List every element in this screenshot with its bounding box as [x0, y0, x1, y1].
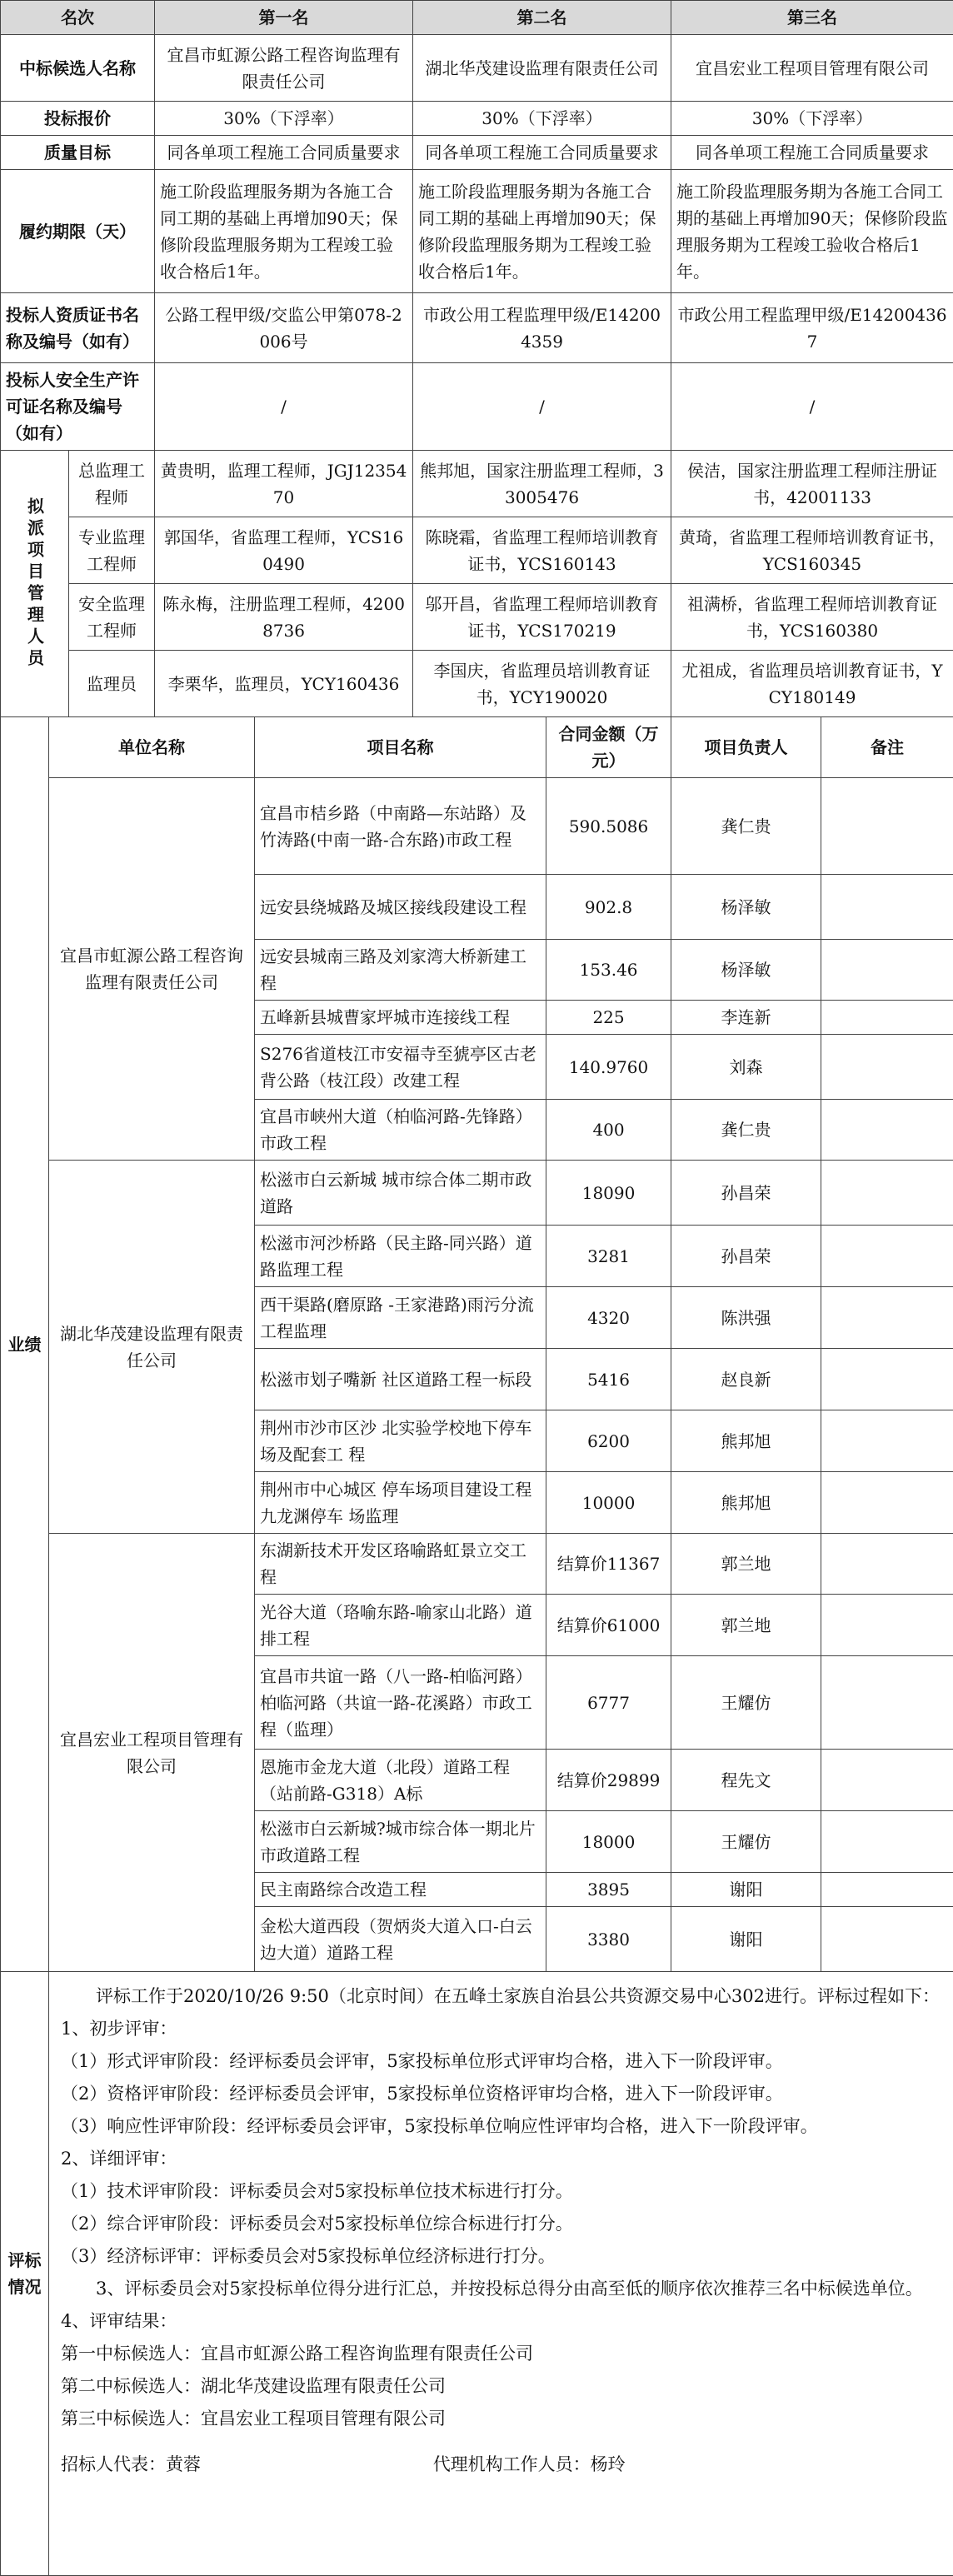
table-row	[1, 1534, 953, 1595]
signature-line	[61, 2449, 941, 2481]
project-note	[821, 1035, 953, 1100]
project-amount: 结算价29899	[546, 1750, 671, 1811]
personnel-value: 郭国华，省监理工程师，YCS160490	[155, 517, 413, 584]
table-row	[1, 778, 953, 875]
project-manager: 刘森	[671, 1035, 821, 1100]
project-note	[821, 940, 953, 1001]
project-note	[821, 1001, 953, 1035]
project-name: S276省道枝江市安福寺至猇亭区古老背公路（枝江段）改建工程	[255, 1035, 546, 1100]
winner-name-row	[1, 35, 953, 102]
project-name: 松滋市划子嘴新 社区道路工程一标段	[255, 1349, 546, 1410]
safety-license-3: /	[671, 363, 953, 451]
quality-3: 同各单项工程施工合同质量要求	[671, 136, 953, 170]
project-name: 东湖新技术开发区珞喻路虹景立交工程	[255, 1534, 546, 1595]
project-name: 恩施市金龙大道（北段）道路工程（站前路-G318）A标	[255, 1750, 546, 1811]
project-note	[821, 1349, 953, 1410]
header-second: 第二名	[413, 1, 671, 35]
project-manager: 郭兰地	[671, 1534, 821, 1595]
qualification-1: 公路工程甲级/交监公甲第078-2006号	[155, 293, 413, 363]
project-note	[821, 1100, 953, 1161]
personnel-row	[1, 651, 953, 717]
project-amount: 4320	[546, 1287, 671, 1349]
quality-2: 同各单项工程施工合同质量要求	[413, 136, 671, 170]
period-label: 履约期限（天）	[1, 170, 155, 293]
project-name: 宜昌市峡州大道（柏临河路-先锋路）市政工程	[255, 1100, 546, 1161]
evaluation-line: 1、初步评审：	[61, 2019, 177, 2039]
safety-license-2: /	[413, 363, 671, 451]
personnel-row	[1, 451, 953, 517]
signature-tenderer: 招标人代表：黄蓉	[61, 2454, 201, 2474]
project-amount: 153.46	[546, 940, 671, 1001]
qualification-row	[1, 293, 953, 363]
period-2: 施工阶段监理服务期为各施工合同工期的基础上再增加90天；保修阶段监理服务期为工程竣工验收合格后1年。	[413, 170, 671, 293]
project-amount: 3281	[546, 1226, 671, 1287]
project-amount: 225	[546, 1001, 671, 1035]
qualification-2: 市政公用工程监理甲级/E142004359	[413, 293, 671, 363]
project-note	[821, 1161, 953, 1226]
evaluation-line: （1）技术评审阶段：评标委员会对5家投标单位技术标进行打分。	[61, 2181, 573, 2201]
performance-unit: 宜昌宏业工程项目管理有限公司	[49, 1534, 255, 1972]
winner-name-label: 中标候选人名称	[1, 35, 155, 102]
project-amount: 结算价11367	[546, 1534, 671, 1595]
project-manager: 郭兰地	[671, 1595, 821, 1656]
project-name: 光谷大道（珞喻东路-喻家山北路）道排工程	[255, 1595, 546, 1656]
project-manager: 陈洪强	[671, 1287, 821, 1349]
evaluation-intro: 评标工作于2020/10/26 9:50（北京时间）在五峰土家族自治县公共资源交易中心302进行。评标过程如下：	[96, 1986, 940, 2006]
evaluation-line: （3）经济标评审：评标委员会对5家投标单位经济标进行打分。	[61, 2246, 556, 2266]
project-note	[821, 1472, 953, 1534]
project-name: 远安县绕城路及城区接线段建设工程	[255, 875, 546, 940]
project-amount: 6777	[546, 1656, 671, 1750]
personnel-value: 李国庆，省监理员培训教育证书，YCY190020	[413, 651, 671, 717]
evaluation-row	[1, 1972, 953, 2576]
project-manager: 熊邦旭	[671, 1472, 821, 1534]
bid-price-3: 30%（下浮率）	[671, 102, 953, 136]
project-name: 远安县城南三路及刘家湾大桥新建工程	[255, 940, 546, 1001]
personnel-role: 总监理工程师	[69, 451, 155, 517]
personnel-value: 李栗华，监理员，YCY160436	[155, 651, 413, 717]
period-3: 施工阶段监理服务期为各施工合同工期的基础上再增加90天；保修阶段监理服务期为工程竣工验收合格后1年。	[671, 170, 953, 293]
project-amount: 902.8	[546, 875, 671, 940]
project-note	[821, 1656, 953, 1750]
performance-label: 业绩	[1, 717, 49, 1972]
project-manager: 杨泽敏	[671, 940, 821, 1001]
project-manager: 孙昌荣	[671, 1226, 821, 1287]
quality-1: 同各单项工程施工合同质量要求	[155, 136, 413, 170]
bid-price-1: 30%（下浮率）	[155, 102, 413, 136]
evaluation-line: 3、评标委员会对5家投标单位得分进行汇总，并按投标总得分由高至低的顺序依次推荐三名中标候选单位。	[96, 2279, 923, 2299]
project-manager: 王耀仿	[671, 1656, 821, 1750]
personnel-row	[1, 517, 953, 584]
bid-price-row	[1, 102, 953, 136]
project-note	[821, 1907, 953, 1972]
project-manager: 龚仁贵	[671, 1100, 821, 1161]
performance-col-project: 项目名称	[255, 717, 546, 778]
personnel-value: 黄贵明，监理工程师，JGJ1235470	[155, 451, 413, 517]
project-name: 荆州市沙市区沙 北实验学校地下停车场及配套工 程	[255, 1410, 546, 1472]
personnel-role: 安全监理工程师	[69, 584, 155, 651]
evaluation-line: （2）资格评审阶段：经评标委员会评审，5家投标单位资格评审均合格，进入下一阶段评审。	[61, 2084, 783, 2104]
project-manager: 熊邦旭	[671, 1410, 821, 1472]
personnel-role: 专业监理工程师	[69, 517, 155, 584]
personnel-row	[1, 584, 953, 651]
performance-header-row	[1, 717, 953, 778]
personnel-role: 监理员	[69, 651, 155, 717]
project-name: 宜昌市桔乡路（中南路—东站路）及竹涛路(中南一路-合东路)市政工程	[255, 778, 546, 875]
project-name: 宜昌市共谊一路（八一路-柏临河路）柏临河路（共谊一路-花溪路）市政工程（监理）	[255, 1656, 546, 1750]
project-name: 荆州市中心城区 停车场项目建设工程九龙渊停车 场监理	[255, 1472, 546, 1534]
project-amount: 400	[546, 1100, 671, 1161]
performance-col-manager: 项目负责人	[671, 717, 821, 778]
project-note	[821, 1226, 953, 1287]
project-note	[821, 1873, 953, 1907]
personnel-label: 拟派项目管理人员	[1, 451, 69, 717]
evaluation-line: （1）形式评审阶段：经评标委员会评审，5家投标单位形式评审均合格，进入下一阶段评审。	[61, 2051, 783, 2071]
project-note	[821, 1410, 953, 1472]
project-amount: 140.9760	[546, 1035, 671, 1100]
project-manager: 李连新	[671, 1001, 821, 1035]
project-note	[821, 1750, 953, 1811]
performance-col-amount: 合同金额（万元）	[546, 717, 671, 778]
qualification-3: 市政公用工程监理甲级/E142004367	[671, 293, 953, 363]
project-manager: 杨泽敏	[671, 875, 821, 940]
qualification-label: 投标人资质证书名称及编号（如有）	[1, 293, 155, 363]
personnel-value: 邬开昌，省监理工程师培训教育证书，YCS170219	[413, 584, 671, 651]
evaluation-text	[49, 1972, 953, 2576]
personnel-value: 尤祖成，省监理员培训教育证书，YCY180149	[671, 651, 953, 717]
evaluation-line: （3）响应性评审阶段：经评标委员会评审，5家投标单位响应性评审均合格，进入下一阶段评审。	[61, 2116, 818, 2136]
project-amount: 6200	[546, 1410, 671, 1472]
project-amount: 18000	[546, 1811, 671, 1873]
project-note	[821, 1287, 953, 1349]
header-rank: 名次	[1, 1, 155, 35]
performance-unit: 宜昌市虹源公路工程咨询监理有限责任公司	[49, 778, 255, 1161]
project-name: 松滋市白云新城?城市综合体一期北片市政道路工程	[255, 1811, 546, 1873]
project-name: 民主南路综合改造工程	[255, 1873, 546, 1907]
project-manager: 谢阳	[671, 1873, 821, 1907]
project-name: 松滋市白云新城 城市综合体二期市政道路	[255, 1161, 546, 1226]
performance-col-unit: 单位名称	[49, 717, 255, 778]
performance-unit: 湖北华茂建设监理有限责任公司	[49, 1161, 255, 1534]
project-manager: 孙昌荣	[671, 1161, 821, 1226]
bid-price-label: 投标报价	[1, 102, 155, 136]
project-note	[821, 778, 953, 875]
project-amount: 590.5086	[546, 778, 671, 875]
performance-col-note: 备注	[821, 717, 953, 778]
project-amount: 5416	[546, 1349, 671, 1410]
project-amount: 3380	[546, 1907, 671, 1972]
project-manager: 谢阳	[671, 1907, 821, 1972]
project-manager: 程先文	[671, 1750, 821, 1811]
project-note	[821, 1811, 953, 1873]
header-row	[1, 1, 953, 35]
project-amount: 18090	[546, 1161, 671, 1226]
personnel-value: 祖满桥，省监理工程师培训教育证书，YCS160380	[671, 584, 953, 651]
safety-license-label: 投标人安全生产许可证名称及编号（如有）	[1, 363, 155, 451]
evaluation-line: 2、详细评审：	[61, 2149, 177, 2169]
project-manager: 王耀仿	[671, 1811, 821, 1873]
personnel-value: 熊邦旭，国家注册监理工程师，33005476	[413, 451, 671, 517]
bid-price-2: 30%（下浮率）	[413, 102, 671, 136]
project-name: 松滋市河沙桥路（民主路-同兴路）道路监理工程	[255, 1226, 546, 1287]
header-first: 第一名	[155, 1, 413, 35]
project-note	[821, 1534, 953, 1595]
personnel-value: 陈晓霜，省监理工程师培训教育证书，YCS160143	[413, 517, 671, 584]
period-row	[1, 170, 953, 293]
personnel-value: 侯洁，国家注册监理工程师注册证书，42001133	[671, 451, 953, 517]
period-1: 施工阶段监理服务期为各施工合同工期的基础上再增加90天；保修阶段监理服务期为工程竣工验收合格后1年。	[155, 170, 413, 293]
table-row	[1, 1161, 953, 1226]
project-manager: 赵良新	[671, 1349, 821, 1410]
project-note	[821, 1595, 953, 1656]
winner-name-1: 宜昌市虹源公路工程咨询监理有限责任公司	[155, 35, 413, 102]
safety-license-1: /	[155, 363, 413, 451]
evaluation-line: 第三中标候选人：宜昌宏业工程项目管理有限公司	[61, 2409, 446, 2429]
project-name: 金松大道西段（贺炳炎大道入口-白云边大道）道路工程	[255, 1907, 546, 1972]
project-note	[821, 875, 953, 940]
project-amount: 10000	[546, 1472, 671, 1534]
signature-agency: 代理机构工作人员：杨玲	[432, 2454, 626, 2474]
evaluation-line: （2）综合评审阶段：评标委员会对5家投标单位综合标进行打分。	[61, 2214, 573, 2234]
project-amount: 结算价61000	[546, 1595, 671, 1656]
project-amount: 3895	[546, 1873, 671, 1907]
evaluation-line: 4、评审结果：	[61, 2311, 177, 2331]
winner-name-2: 湖北华茂建设监理有限责任公司	[413, 35, 671, 102]
personnel-value: 黄琦，省监理工程师培训教育证书，YCS160345	[671, 517, 953, 584]
winner-name-3: 宜昌宏业工程项目管理有限公司	[671, 35, 953, 102]
evaluation-label: 评标情况	[1, 1972, 49, 2576]
quality-row	[1, 136, 953, 170]
evaluation-line: 第一中标候选人：宜昌市虹源公路工程咨询监理有限责任公司	[61, 2344, 533, 2364]
evaluation-line: 第二中标候选人：湖北华茂建设监理有限责任公司	[61, 2376, 446, 2396]
header-third: 第三名	[671, 1, 953, 35]
safety-license-row	[1, 363, 953, 451]
personnel-value: 陈永梅，注册监理工程师，42008736	[155, 584, 413, 651]
quality-label: 质量目标	[1, 136, 155, 170]
project-name: 五峰新县城曹家坪城市连接线工程	[255, 1001, 546, 1035]
project-name: 西干渠路(磨原路 -王家港路)雨污分流工程监理	[255, 1287, 546, 1349]
project-manager: 龚仁贵	[671, 778, 821, 875]
